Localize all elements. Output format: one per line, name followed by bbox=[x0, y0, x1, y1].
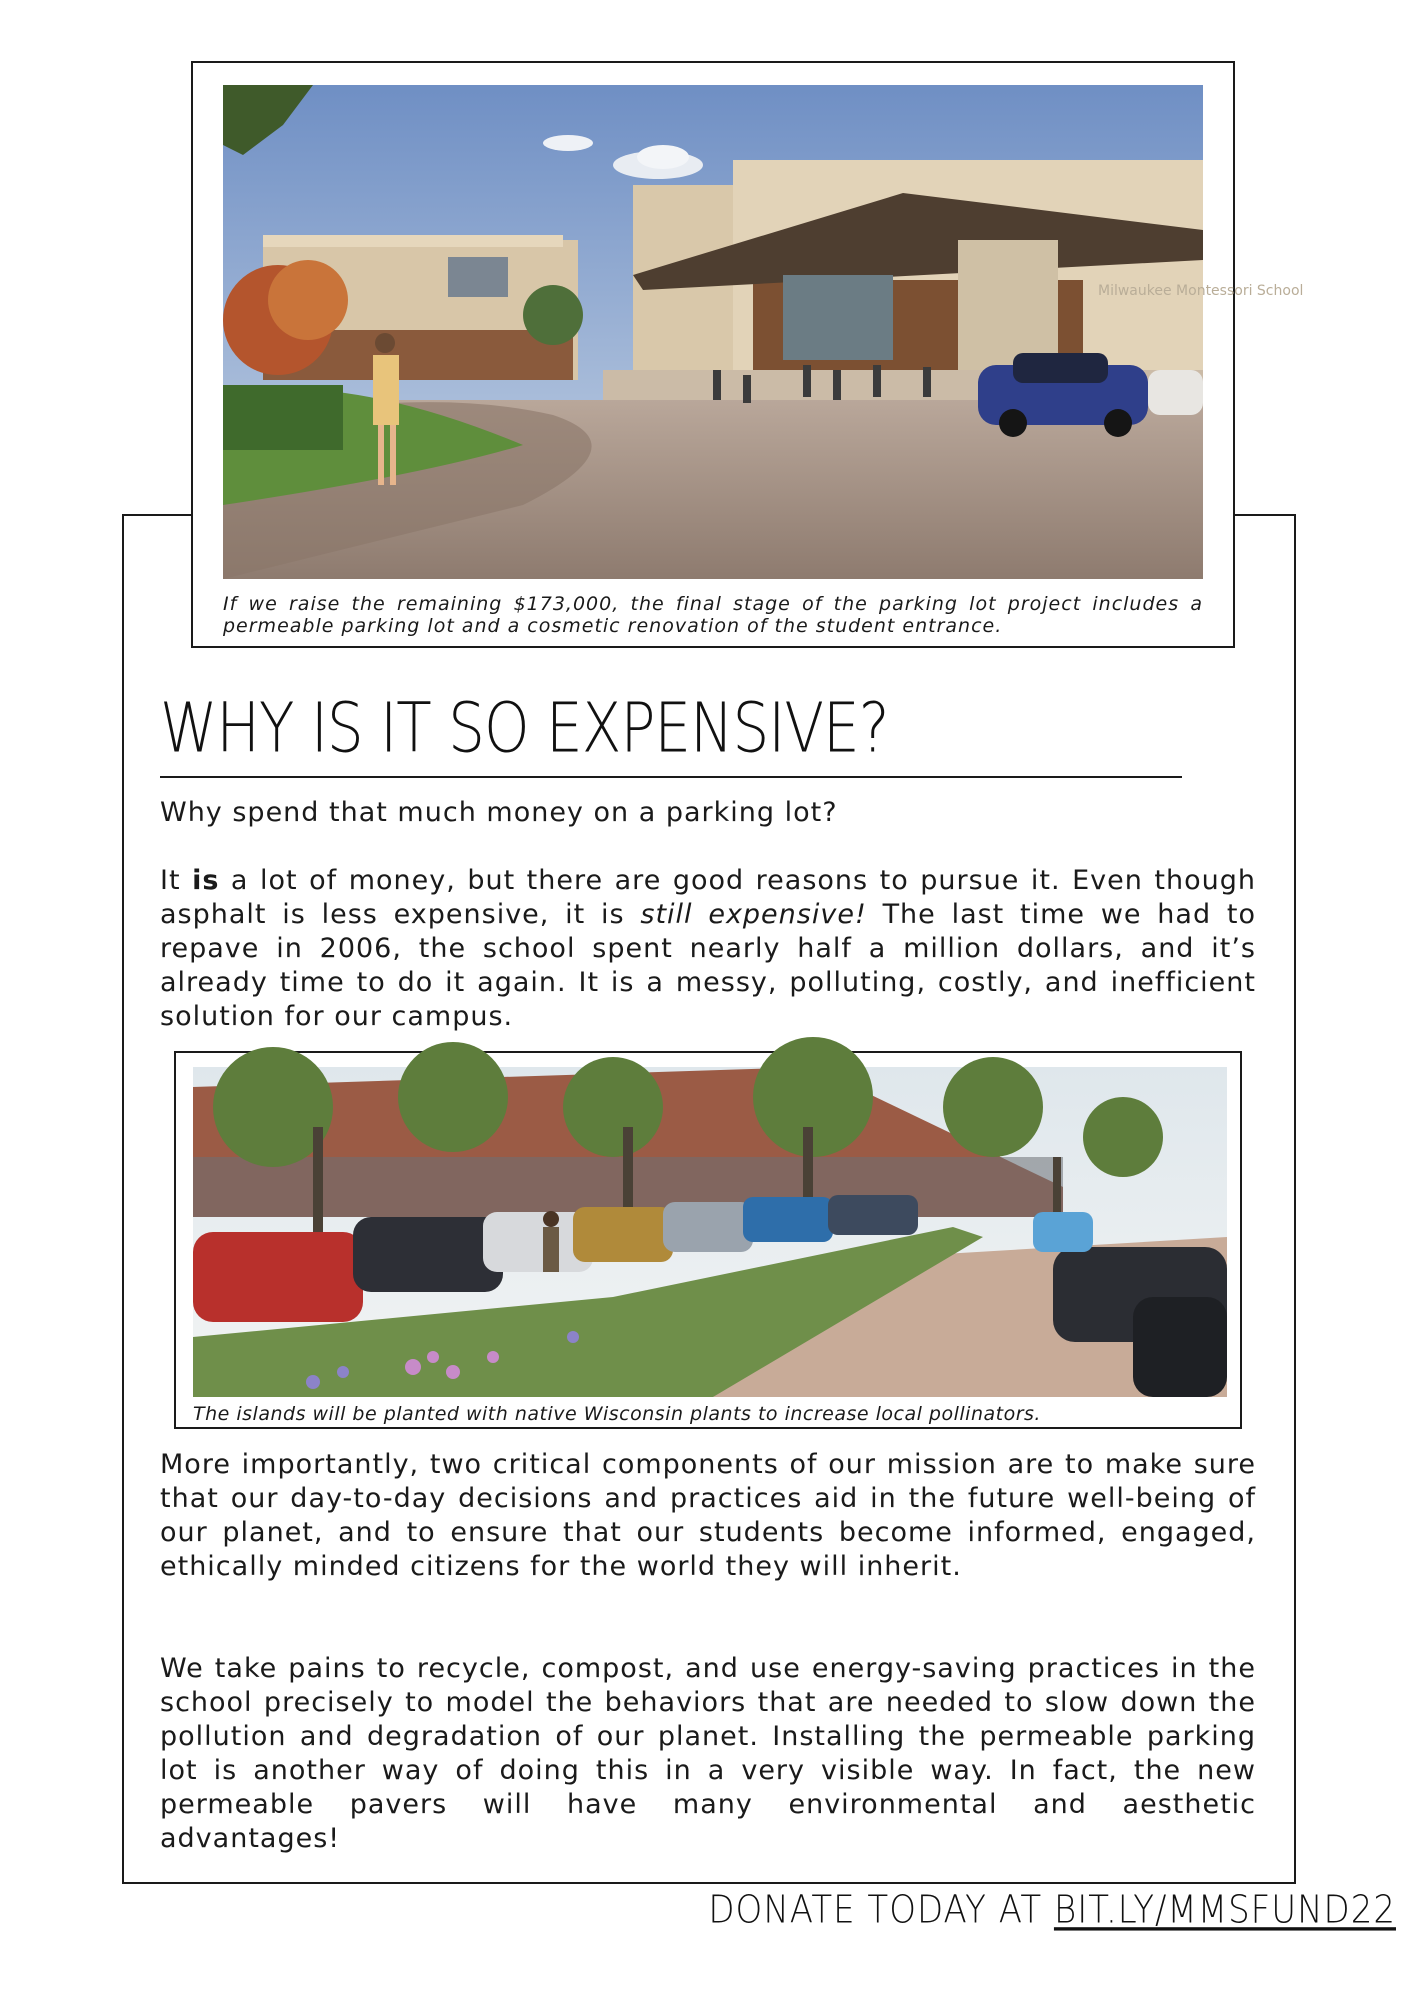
top-image-caption: If we raise the remaining $173,000, the final stage of the parking lot project includes a permeable parking lot and a cosmetic renovation of the student entrance. bbox=[223, 593, 1203, 637]
paragraph-cost-post: The last time we had to repave in 2006, the school spent nearly half a million dollars, and it’s already time to do it again. It is a messy, polluting, costly, and inefficient solution for our campus. bbox=[160, 899, 1256, 1032]
page-heading: WHY IS IT SO EXPENSIVE? bbox=[160, 688, 889, 769]
middle-image-frame bbox=[174, 1051, 1242, 1429]
paragraph-mission: More importantly, two critical components of our mission are to make sure that our day-to-day decisions and practices aid in the future well-being of our planet, and to ensure that our students become informed, engaged, ethically minded citizens for the world they will inherit. bbox=[160, 1449, 1256, 1582]
paragraph-cost bbox=[160, 864, 1256, 1034]
school-sign-text: Milwaukee Montessori School bbox=[1098, 283, 1304, 299]
top-image-frame bbox=[191, 61, 1304, 648]
middle-image-caption: The islands will be planted with native Wisconsin plants to increase local pollinators. bbox=[193, 1403, 1041, 1425]
school-entrance-image bbox=[223, 85, 1304, 579]
intro-question: Why spend that much money on a parking lot? bbox=[160, 797, 838, 828]
heading-divider bbox=[160, 776, 1182, 778]
parking-lot-image bbox=[193, 1067, 1227, 1397]
donate-label: DONATE TODAY AT bbox=[708, 1888, 1054, 1933]
paragraph-cost-mid: a lot of money, but there are good reasons to pursue it. Even though asphalt is less expensive, it is bbox=[160, 865, 1256, 930]
paragraph-cost-bold: is bbox=[192, 865, 220, 896]
paragraph-cost-pre: It bbox=[160, 865, 193, 896]
donate-footer bbox=[708, 1888, 1396, 1933]
paragraph-practices: We take pains to recycle, compost, and use energy-saving practices in the school precisely to model the behaviors that are needed to slow down the pollution and degradation of our planet. Installing the permeable parking lot is another way of doing this in a very visible way. In fact, the new permeable pavers will have many environmental and aesthetic advantages! bbox=[160, 1653, 1256, 1854]
paragraph-cost-italic: still expensive! bbox=[640, 899, 867, 930]
donate-link[interactable]: BIT.LY/MMSFUND22 bbox=[1053, 1888, 1396, 1933]
